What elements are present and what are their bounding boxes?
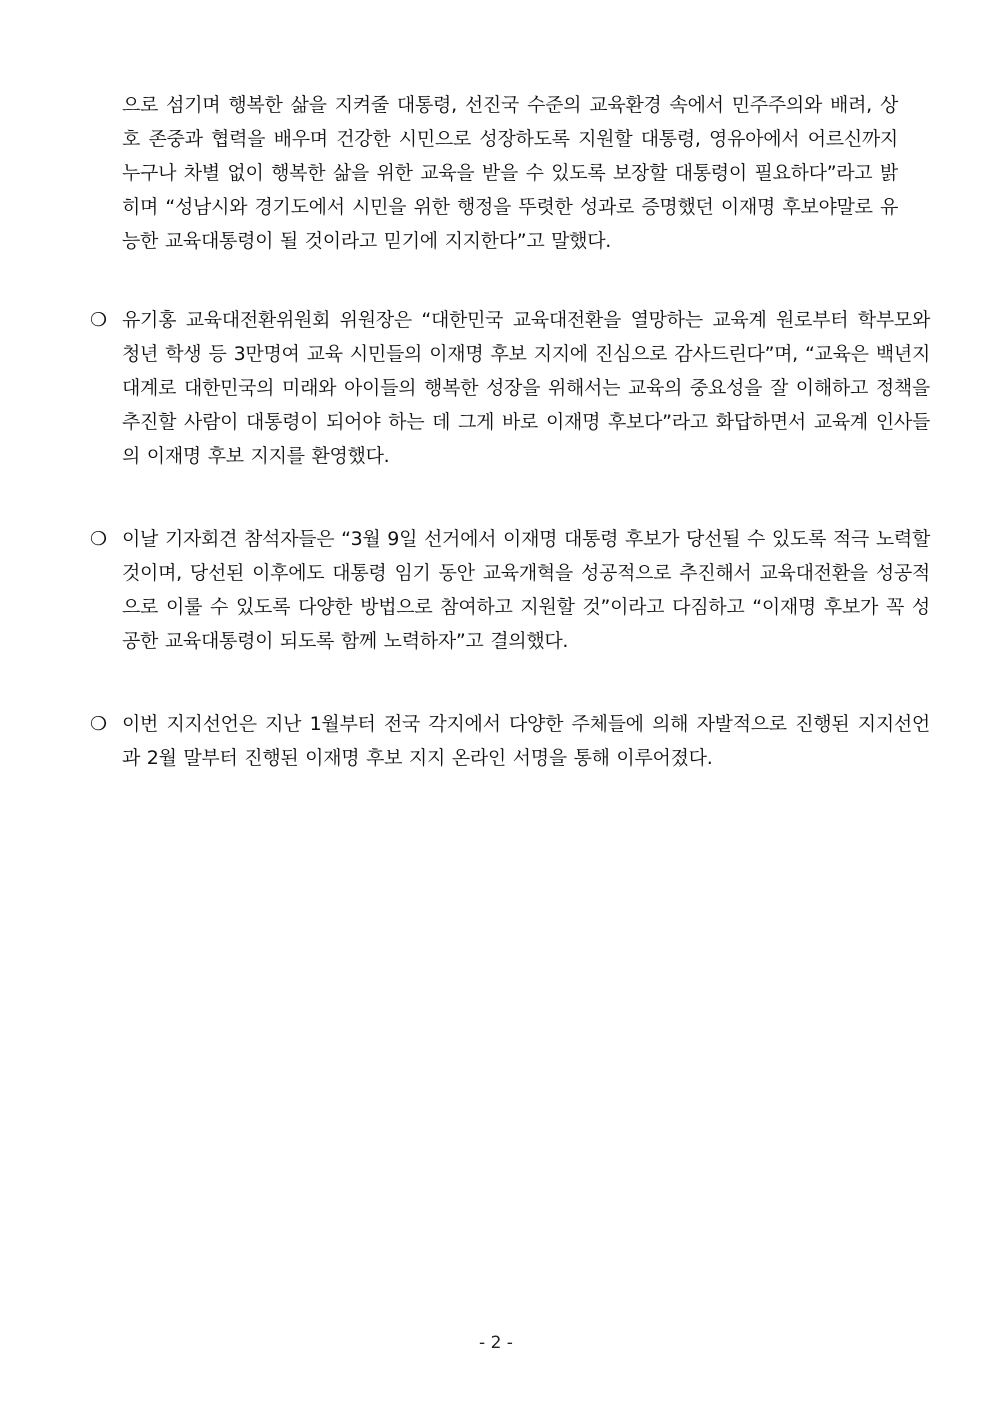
continuation-paragraph: 으로 섬기며 행복한 삶을 지켜줄 대통령, 선진국 수준의 교육환경 속에서 민주주의와 배려, 상호 존중과 협력을 배우며 건강한 시민으로 성장하도록 지원할 대통령, 영유아에서 어르신까지 누구나 차별 없이 행복한 삶을 위한 교육을 받을 수 있도록 보장할 대통령이 필요하다”라고 밝히며 “성남시와 경기도에서 시민을 위한 행정을 뚜렷한 성과로 증명했던 이재명 후보야말로 유능한 교육대통령이 될 것이라고 믿기에 지지한다”고 말했다.	[122, 94, 898, 252]
circle-bullet-icon: ❍	[90, 713, 107, 735]
circle-bullet-icon: ❍	[90, 309, 107, 331]
bullet-paragraph-2	[90, 522, 930, 658]
page-number: - 2 -	[479, 1333, 513, 1353]
bullet-paragraph-3	[90, 707, 930, 775]
paragraph-3-text: 이번 지지선언은 지난 1월부터 전국 각지에서 다양한 주체들에 의해 자발적으로 진행된 지지선언과 2월 말부터 진행된 이재명 후보 지지 온라인 서명을 통해 이루어졌다.	[122, 713, 930, 769]
bullet-paragraph-1	[90, 303, 930, 473]
paragraph-1-text: 유기홍 교육대전환위원회 위원장은 “대한민국 교육대전환을 열망하는 교육계 원로부터 학부모와 청년 학생 등 3만명여 교육 시민들의 이재명 후보 지지에 진심으로 감사드린다”며, “교육은 백년지대계로 대한민국의 미래와 아이들의 행복한 성장을 위해서는 교육의 중요성을 잘 이해하고 정책을 추진할 사람이 대통령이 되어야 하는 데 그게 바로 이재명 후보다”라고 화답하면서 교육계 인사들의 이재명 후보 지지를 환영했다.	[122, 309, 930, 467]
circle-bullet-icon: ❍	[90, 528, 107, 550]
paragraph-2-text: 이날 기자회견 참석자들은 “3월 9일 선거에서 이재명 대통령 후보가 당선될 수 있도록 적극 노력할 것이며, 당선된 이후에도 대통령 임기 동안 교육개혁을 성공적으로 추진해서 교육대전환을 성공적으로 이룰 수 있도록 다양한 방법으로 참여하고 지원할 것”이라고 다짐하고 “이재명 후보가 꼭 성공한 교육대통령이 되도록 함께 노력하자”고 결의했다.	[122, 528, 930, 652]
